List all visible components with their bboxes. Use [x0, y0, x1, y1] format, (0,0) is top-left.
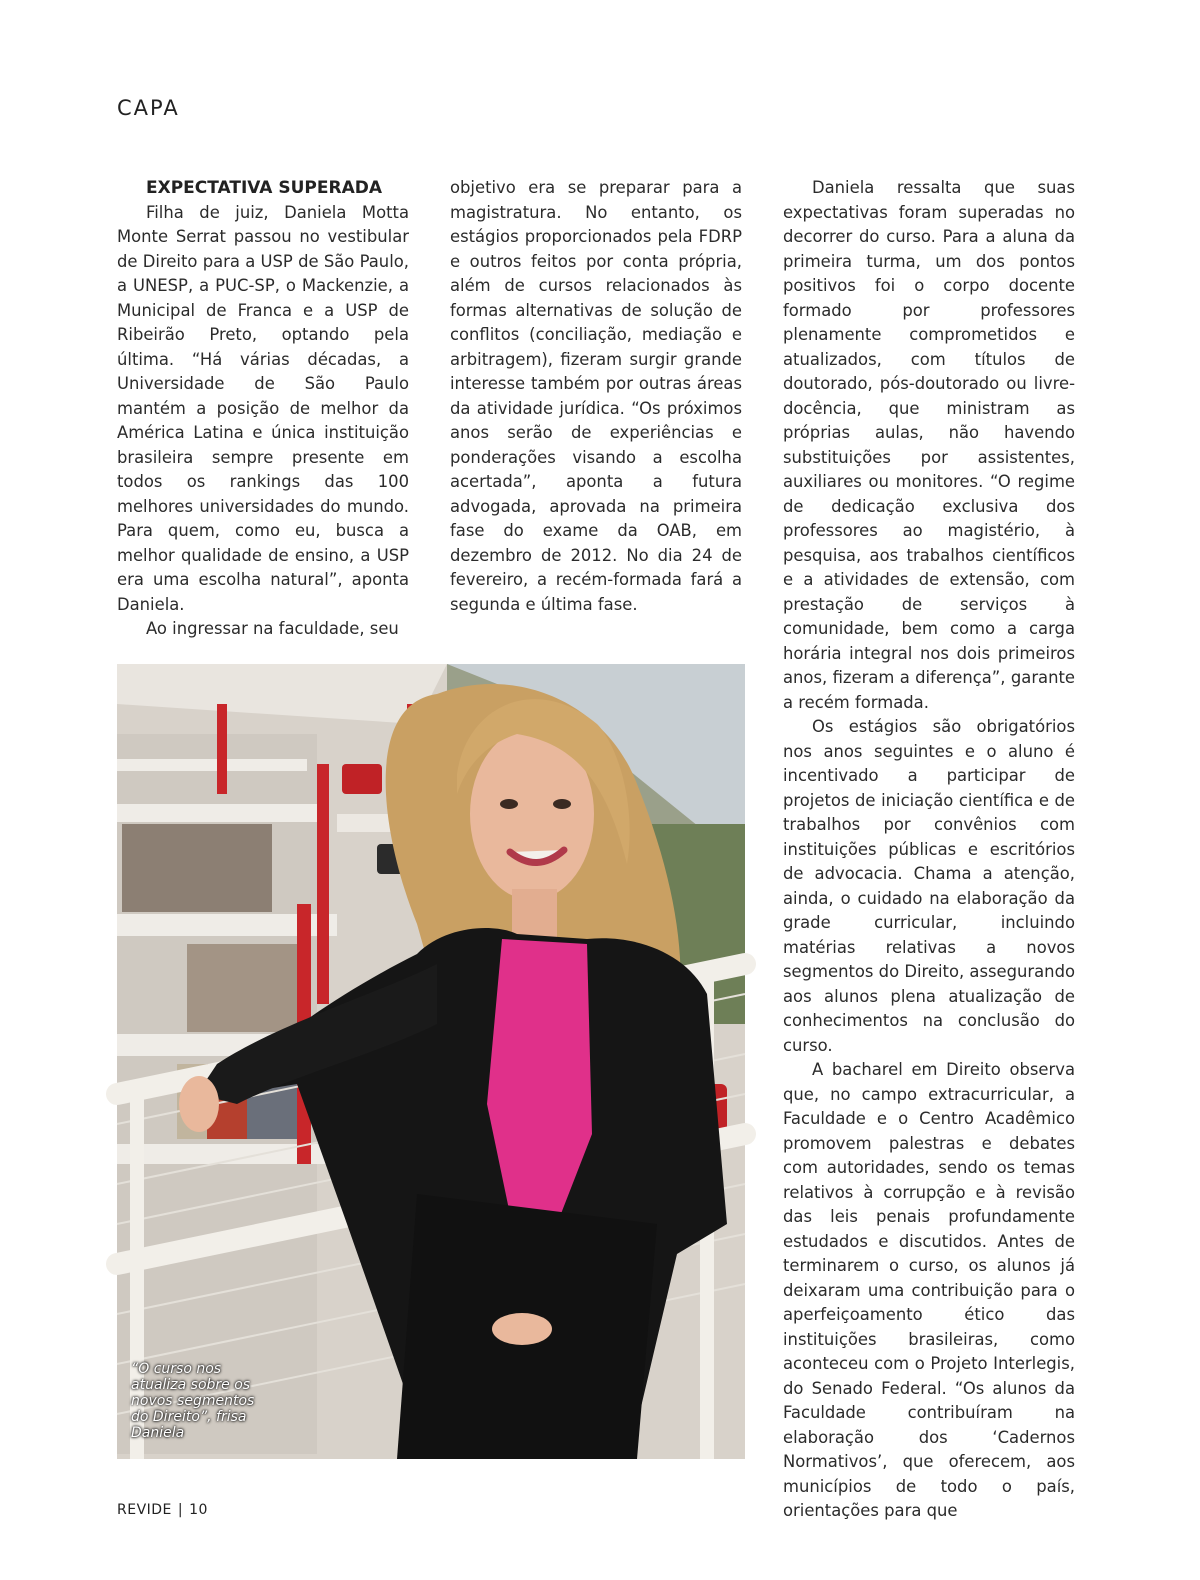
article-column-2 — [450, 176, 742, 617]
paragraph: Ao ingressar na faculdade, seu — [146, 619, 399, 638]
paragraph: A bacharel em Direito observa que, no campo extracurricular, a Faculdade e o Centro Acadêmico promovem palestras e debates com autoridades, sendo os temas relativos à corrupção e à revisão das leis penais profundamente estudados e discutidos. Antes de terminarem o curso, os alunos já deixaram uma contribuição para o aperfeiçoamento ético das instituições brasileiras, como aconteceu com o Projeto Interlegis, do Senado Federal. “Os alunos da Faculdade contribuíram na elaboração dos ‘Cadernos Normativos’, que oferecem, aos municípios de todo o país, orientações para que — [783, 1060, 1075, 1520]
photo-caption: “O curso nos atualiza sobre os novos segmentos do Direito”, frisa Daniela — [131, 1361, 255, 1441]
article-column-3 — [783, 176, 1075, 1520]
article-heading: EXPECTATIVA SUPERADA — [146, 178, 383, 198]
page-footer — [117, 1502, 208, 1518]
paragraph: objetivo era se preparar para a magistratura. No entanto, os estágios proporcionados pela FDRP e outros feitos por conta própria, além de cursos relacionados às formas alternativas de solução de conflitos (conciliação, mediação e arbitragem), fizeram surgir grande interesse também por outras áreas da atividade jurídica. “Os próximos anos serão de experiências e ponderações visando a escolha acertada”, aponta a futura advogada, aprovada na primeira fase do exame da OAB, em dezembro de 2012. No dia 24 de fevereiro, a recém-formada fará a segunda e última fase. — [450, 178, 742, 614]
article-column-1 — [117, 176, 409, 642]
page-number: 10 — [189, 1502, 208, 1518]
portrait-photo — [117, 664, 745, 1459]
portrait-illustration — [117, 664, 745, 1459]
paragraph: Daniela ressalta que suas expectativas foram superadas no decorrer do curso. Para a aluna da primeira turma, um dos pontos positivos foi o corpo docente formado por professores plenamente comprometidos e atualizados, com títulos de doutorado, pós-doutorado ou livre-docência, que ministram as próprias aulas, não havendo substituições por assistentes, auxiliares ou monitores. “O regime de dedicação exclusiva dos professores ao magistério, à pesquisa, aos trabalhos científicos e a atividades de extensão, com prestação de serviços à comunidade, bem como a carga horária integral nos dois primeiros anos, fizeram a diferença”, garante a recém formada. — [783, 178, 1075, 712]
paragraph: Os estágios são obrigatórios nos anos seguintes e o aluno é incentivado a participar de projetos de iniciação científica e de trabalhos por convênios com instituições públicas e escritórios de advocacia. Chama a atenção, ainda, o cuidado na elaboração da grade curricular, incluindo matérias relativas a novos segmentos do Direito, assegurando aos alunos plena atualização de conhecimentos na conclusão do curso. — [783, 717, 1075, 1055]
section-label: CAPA — [117, 96, 180, 120]
footer-separator: | — [177, 1502, 184, 1518]
magazine-name: REVIDE — [117, 1502, 172, 1518]
paragraph: Filha de juiz, Daniela Motta Monte Serrat passou no vestibular de Direito para a USP de São Paulo, a UNESP, a PUC-SP, o Mackenzie, a Municipal de Franca e a USP de Ribeirão Preto, optando pela última. “Há várias décadas, a Universidade de São Paulo mantém a posição de melhor da América Latina e única instituição brasileira sempre presente em todos os rankings das 100 melhores universidades do mundo. Para quem, como eu, busca a melhor qualidade de ensino, a USP era uma escolha natural”, aponta Daniela. — [117, 202, 409, 614]
